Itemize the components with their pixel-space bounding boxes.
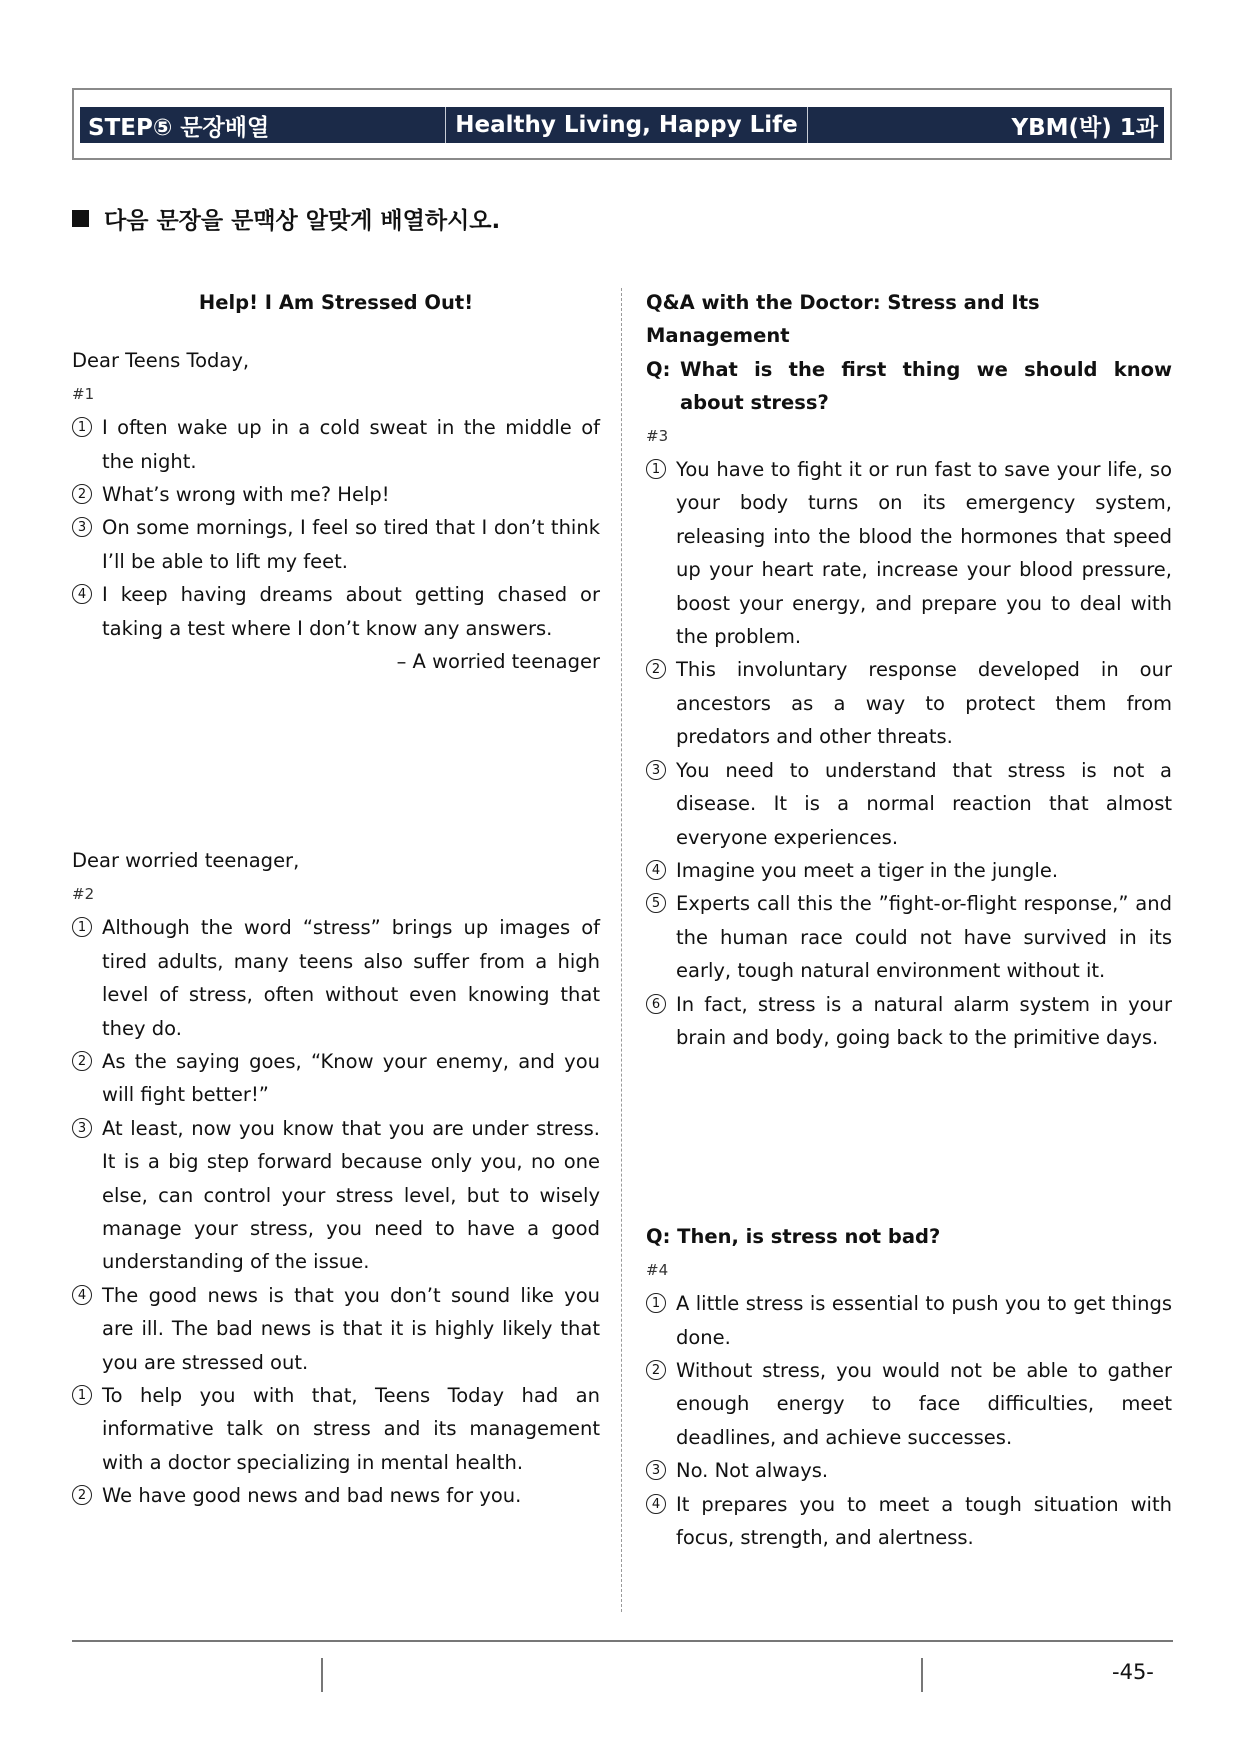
circled-number: 3: [646, 760, 666, 780]
circled-number: 4: [72, 584, 92, 604]
section-tag-1: #1: [72, 384, 95, 403]
item-text: The good news is that you don’t sound like you are ill. The bad news is that it is highly likely that you are stressed out.: [102, 1283, 600, 1374]
circled-number: 1: [646, 1293, 666, 1313]
circled-number: 2: [72, 1051, 92, 1071]
question-text: What is the first thing we should know about stress?: [680, 357, 1172, 415]
circled-number: 3: [72, 517, 92, 537]
footer-separator: [321, 1658, 323, 1692]
list-item: [646, 988, 1172, 1055]
list-item: [646, 453, 1172, 653]
item-text: It prepares you to meet a tough situation with focus, strength, and alertness.: [676, 1492, 1172, 1549]
list-item: [646, 653, 1172, 753]
item-text: You need to understand that stress is not a disease. It is a normal reaction that almost everyone experiences.: [676, 758, 1172, 849]
list-item: [72, 911, 600, 1045]
list-item: [646, 1454, 1172, 1487]
item-text: This involuntary response developed in our ancestors as a way to protect them from predators and other threats.: [676, 658, 1172, 749]
item-text: Although the word “stress” brings up images of tired adults, many teens also suffer from a high level of stress, often without even knowing that they do.: [102, 916, 600, 1040]
circled-number: 4: [72, 1285, 92, 1305]
instruction-text: 다음 문장을 문맥상 알맞게 배열하시오.: [104, 208, 501, 234]
list-item: [72, 1279, 600, 1379]
list-item: [72, 1112, 600, 1279]
circled-number: 5: [646, 893, 666, 913]
list-item: [72, 578, 600, 645]
circled-number: 1: [72, 917, 92, 937]
question-4: Q: Then, is stress not bad?: [646, 1225, 941, 1249]
circled-number: 2: [646, 1360, 666, 1380]
list-item: [72, 478, 600, 511]
column-divider: [621, 288, 622, 1612]
qa-title: Q&A with the Doctor: Stress and Its Management: [646, 291, 1040, 348]
step-label: STEP⑤ 문장배열: [80, 107, 446, 143]
header-bar: [80, 107, 1164, 143]
item-text: We have good news and bad news for you.: [102, 1484, 522, 1508]
item-text: At least, now you know that you are under stress. It is a big step forward because only you, no one else, can control your stress level, but to wisely manage your stress, you need to have a good understanding of the issue.: [102, 1116, 600, 1274]
question-label: Q:: [646, 357, 671, 381]
circled-number: 4: [646, 860, 666, 880]
list-item: [72, 1379, 600, 1479]
list-item: [646, 1354, 1172, 1454]
item-text: Imagine you meet a tiger in the jungle.: [676, 858, 1059, 882]
circled-number: 1: [646, 459, 666, 479]
question-3: [646, 353, 1172, 420]
section-tag-4: #4: [646, 1260, 669, 1279]
list-item: [646, 1287, 1172, 1354]
greeting-2: Dear worried teenager,: [72, 849, 300, 873]
item-text: Experts call this the ”fight-or-flight response,” and the human race could not have survived in its early, tough natural environment without it.: [676, 892, 1172, 983]
lesson-title: Healthy Living, Happy Life: [446, 107, 808, 143]
item-text: A little stress is essential to push you to get things done.: [676, 1292, 1172, 1349]
list-item: [646, 887, 1172, 987]
circled-number: 3: [72, 1118, 92, 1138]
circled-number: 3: [646, 1460, 666, 1480]
section-tag-3: #3: [646, 426, 669, 445]
list-item: [72, 1479, 600, 1512]
list-item: [72, 1045, 600, 1112]
circled-number: 1: [72, 1385, 92, 1405]
item-text: In fact, stress is a natural alarm system in your brain and body, going back to the primitive days.: [676, 992, 1172, 1049]
circled-number: 4: [646, 1494, 666, 1514]
list-item: [646, 1488, 1172, 1555]
item-text: As the saying goes, “Know your enemy, and you will fight better!”: [102, 1049, 600, 1107]
signature: – A worried teenager: [396, 650, 600, 674]
list-item: [646, 754, 1172, 854]
letter-title: Help! I Am Stressed Out!: [198, 291, 474, 314]
right-column: [646, 286, 1172, 1554]
circled-number: 2: [72, 1485, 92, 1505]
footer-separator: [921, 1658, 923, 1692]
item-text: On some mornings, I feel so tired that I don’t think I’ll be able to lift my feet.: [102, 516, 600, 573]
square-bullet-icon: [72, 210, 89, 227]
circled-number: 6: [646, 994, 666, 1014]
circled-number: 2: [646, 659, 666, 679]
header-box: [72, 88, 1172, 160]
greeting-1: Dear Teens Today,: [72, 349, 250, 373]
textbook-label: YBM(박) 1과: [1011, 114, 1158, 141]
circled-number: 1: [72, 417, 92, 437]
item-text: You have to fight it or run fast to save your life, so your body turns on its emergency system, releasing into the blood the hormones that speed up your heart rate, increase your blood pressure, boost your energy, and prepare you to deal with the problem.: [676, 458, 1172, 649]
circled-number: 2: [72, 484, 92, 504]
item-text: I keep having dreams about getting chased or taking a test where I don’t know any answers.: [102, 583, 600, 640]
list-item: [72, 511, 600, 578]
instruction: [72, 202, 500, 235]
left-column: [72, 286, 600, 1513]
item-text: I often wake up in a cold sweat in the middle of the night.: [102, 416, 600, 473]
list-item: [72, 411, 600, 478]
item-text: No. Not always.: [676, 1459, 829, 1483]
section-tag-2: #2: [72, 884, 95, 903]
footer-rule: [72, 1640, 1173, 1642]
item-text: What’s wrong with me? Help!: [102, 483, 390, 507]
item-text: Without stress, you would not be able to gather enough energy to face difficulties, meet deadlines, and achieve successes.: [676, 1358, 1172, 1449]
list-item: [646, 854, 1172, 887]
page-number: -45-: [1112, 1660, 1154, 1684]
item-text: To help you with that, Teens Today had an informative talk on stress and its management with a doctor specializing in mental health.: [102, 1383, 600, 1474]
